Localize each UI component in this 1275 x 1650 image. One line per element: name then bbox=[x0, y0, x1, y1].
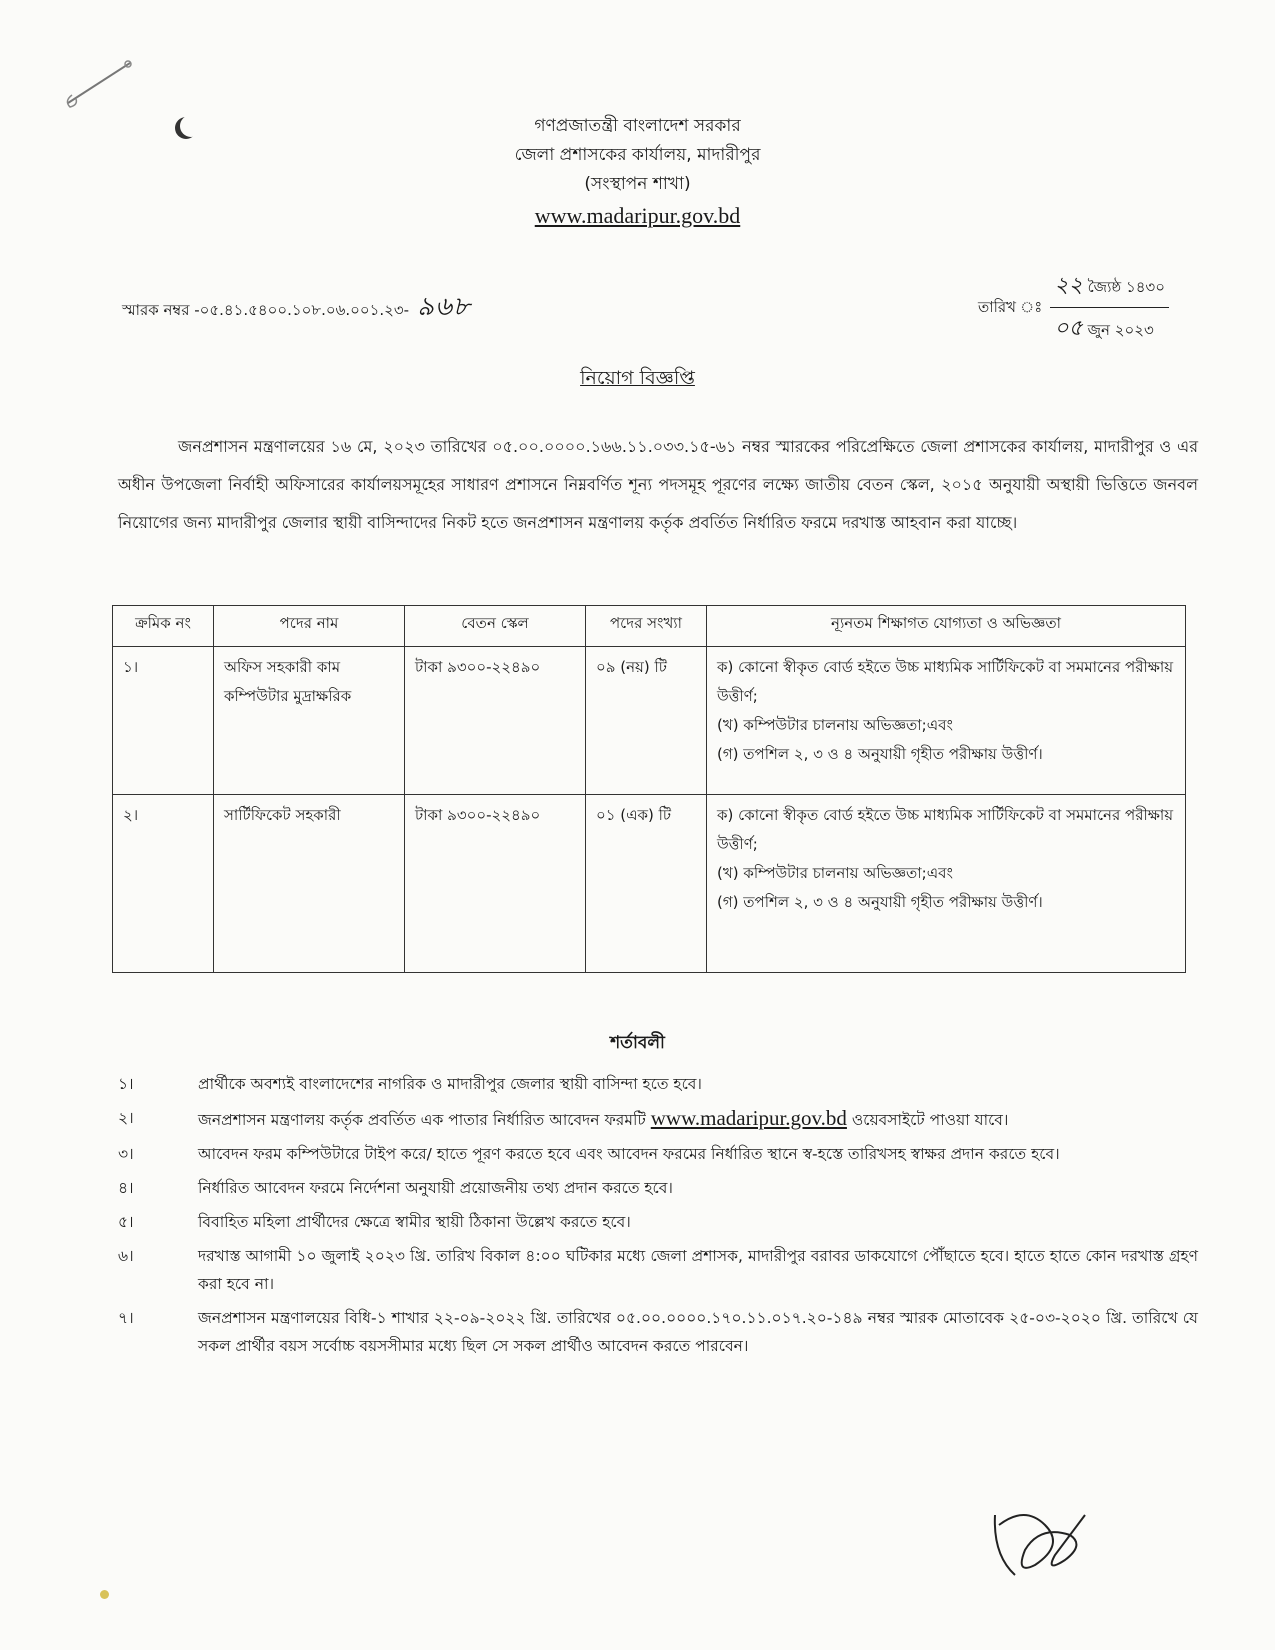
bangla-month-year: জ্যৈষ্ঠ ১৪৩০ bbox=[1087, 278, 1165, 296]
signature-icon bbox=[985, 1495, 1095, 1589]
posts-table bbox=[112, 605, 1186, 973]
row-serial: ১। bbox=[113, 647, 214, 795]
condition-item bbox=[118, 1174, 1198, 1202]
condition-item bbox=[118, 1070, 1198, 1098]
header-count: পদের সংখ্যা bbox=[586, 606, 707, 647]
condition-item bbox=[118, 1208, 1198, 1236]
condition-number: ৬। bbox=[118, 1247, 134, 1265]
condition-item bbox=[118, 1304, 1198, 1360]
table-header-row bbox=[113, 606, 1186, 647]
qualification-c: (গ) তপশিল ২, ৩ ও ৪ অনুযায়ী গৃহীত পরীক্ষায় উত্তীর্ণ। bbox=[717, 745, 1043, 763]
row-scale: টাকা ৯৩০০-২২৪৯০ bbox=[405, 647, 586, 795]
condition-text: বিবাহিত মহিলা প্রার্থীদের ক্ষেত্রে স্বামীর স্থায়ী ঠিকানা উল্লেখ করতে হবে। bbox=[198, 1213, 631, 1231]
english-day: ০৫ bbox=[1054, 316, 1083, 341]
memo-number bbox=[122, 286, 471, 330]
conditions-list bbox=[118, 1070, 1198, 1366]
condition-item bbox=[118, 1140, 1198, 1168]
condition-item bbox=[118, 1104, 1198, 1134]
memo-label: স্মারক নম্বর -০৫.৪১.৫৪০০.১০৮.০৬.০০১.২৩- bbox=[122, 301, 410, 319]
english-month-year: জুন ২০২৩ bbox=[1087, 321, 1154, 339]
bangla-day: ২২ bbox=[1054, 273, 1083, 298]
condition-number: ৭। bbox=[118, 1309, 134, 1327]
notice-title: নিয়োগ বিজ্ঞপ্তি bbox=[580, 367, 695, 389]
intro-paragraph: জনপ্রশাসন মন্ত্রণালয়ের ১৬ মে, ২০২৩ তারিখের ০৫.০০.০০০০.১৬৬.১১.০৩৩.১৫-৬১ নম্বর স্মারকের পরিপ্রেক্ষিতে জেলা প্রশাসকের কার্যালয়, মাদারীপুর ও এর অধীন উপজেলা নির্বাহী অফিসারের কার্যালয়সমূহের সাধারণ প্রশাসনে নিম্নবর্ণিত শূন্য পদসমূহ পূরণের লক্ষ্যে জাতীয় বেতন স্কেল, ২০১৫ অনুযায়ী অস্থায়ী ভিত্তিতে জনবল নিয়োগের জন্য মাদারীপুর জেলার স্থায়ী বাসিন্দাদের নিকট হতে জনপ্রশাসন মন্ত্রণালয় কর্তৃক প্রবর্তিত নির্ধারিত ফরমে দরখাস্ত আহবান করা যাচ্ছে। bbox=[118, 437, 1198, 532]
row-post: অফিস সহকারী কাম কম্পিউটার মুদ্রাক্ষরিক bbox=[214, 647, 405, 795]
stain-mark bbox=[100, 1590, 109, 1599]
row-count: ০৯ (নয়) টি bbox=[586, 647, 707, 795]
qualification-c: (গ) তপশিল ২, ৩ ও ৪ অনুযায়ী গৃহীত পরীক্ষায় উত্তীর্ণ। bbox=[717, 893, 1043, 911]
government-name: গণপ্রজাতন্ত্রী বাংলাদেশ সরকার bbox=[534, 116, 741, 136]
condition-text: নির্ধারিত আবেদন ফরমে নির্দেশনা অনুযায়ী প্রয়োজনীয় তথ্য প্রদান করতে হবে। bbox=[198, 1179, 673, 1197]
header-scale: বেতন স্কেল bbox=[405, 606, 586, 647]
condition-number: ৩। bbox=[118, 1145, 134, 1163]
letterhead bbox=[0, 112, 1275, 233]
table-row bbox=[113, 647, 1186, 795]
website-link[interactable]: www.madaripur.gov.bd bbox=[650, 1106, 847, 1130]
section-name: (সংস্থাপন শাখা) bbox=[584, 174, 691, 194]
condition-number: ৪। bbox=[118, 1179, 134, 1197]
condition-number: ২। bbox=[118, 1109, 134, 1127]
condition-text: জনপ্রশাসন মন্ত্রণালয় কর্তৃক প্রবর্তিত এক পাতার নির্ধারিত আবেদন ফরমটি www.madaripur.gov.bd ওয়েবসাইটে পাওয়া যাবে। bbox=[198, 1106, 1009, 1130]
conditions-title: শর্তাবলী bbox=[610, 1033, 665, 1053]
qualification-a: ক) কোনো স্বীকৃত বোর্ড হইতে উচ্চ মাধ্যমিক সার্টিফিকেট বা সমমানের পরীক্ষায় উত্তীর্ণ; bbox=[717, 658, 1174, 705]
row-qualification bbox=[707, 647, 1186, 795]
row-count: ০১ (এক) টি bbox=[586, 795, 707, 973]
condition-text: জনপ্রশাসন মন্ত্রণালয়ের বিধি-১ শাখার ২২-০৯-২০২২ খ্রি. তারিখের ০৫.০০.০০০০.১৭০.১১.০১৭.২০-১৪৯ নম্বর স্মারক মোতাবেক ২৫-০৩-২০২০ খ্রি. তারিখে যে সকল প্রার্থীর বয়স সর্বোচ্চ বয়সসীমার মধ্যে ছিল সে সকল প্রার্থীও আবেদন করতে পারবেন। bbox=[198, 1309, 1198, 1355]
condition-text: প্রার্থীকে অবশ্যই বাংলাদেশের নাগরিক ও মাদারীপুর জেলার স্থায়ী বাসিন্দা হতে হবে। bbox=[198, 1075, 702, 1093]
date-label: তারিখ ঃ bbox=[978, 297, 1043, 316]
office-name: জেলা প্রশাসকের কার্যালয়, মাদারীপুর bbox=[514, 145, 761, 165]
website-link[interactable]: www.madaripur.gov.bd bbox=[534, 203, 741, 228]
row-serial: ২। bbox=[113, 795, 214, 973]
qualification-b: (খ) কম্পিউটার চালনায় অভিজ্ঞতা;এবং bbox=[717, 864, 953, 882]
condition-item bbox=[118, 1242, 1198, 1298]
pin-mark-icon bbox=[60, 55, 140, 119]
table-row bbox=[113, 795, 1186, 973]
header-serial: ক্রমিক নং bbox=[113, 606, 214, 647]
condition-number: ৫। bbox=[118, 1213, 134, 1231]
row-scale: টাকা ৯৩০০-২২৪৯০ bbox=[405, 795, 586, 973]
qualification-b: (খ) কম্পিউটার চালনায় অভিজ্ঞতা;এবং bbox=[717, 716, 953, 734]
row-qualification bbox=[707, 795, 1186, 973]
condition-text: আবেদন ফরম কম্পিউটারে টাইপ করে/ হাতে পূরণ করতে হবে এবং আবেদন ফরমের নির্ধারিত স্থানে স্ব-হস্তে তারিখসহ স্বাক্ষর প্রদান করতে হবে। bbox=[198, 1145, 1060, 1163]
date-block bbox=[978, 268, 1169, 348]
header-post: পদের নাম bbox=[214, 606, 405, 647]
condition-number: ১। bbox=[118, 1075, 134, 1093]
row-post: সার্টিফিকেট সহকারী bbox=[214, 795, 405, 973]
qualification-a: ক) কোনো স্বীকৃত বোর্ড হইতে উচ্চ মাধ্যমিক সার্টিফিকেট বা সমমানের পরীক্ষায় উত্তীর্ণ; bbox=[717, 806, 1174, 853]
condition-text: দরখাস্ত আগামী ১০ জুলাই ২০২৩ খ্রি. তারিখ বিকাল ৪:০০ ঘটিকার মধ্যে জেলা প্রশাসক, মাদারীপুর বরাবর ডাকযোগে পৌঁছাতে হবে। হাতে হাতে কোন দরখাস্ত গ্রহণ করা হবে না। bbox=[198, 1247, 1198, 1293]
header-qualification: ন্যূনতম শিক্ষাগত যোগ্যতা ও অভিজ্ঞতা bbox=[707, 606, 1186, 647]
memo-handwritten-number: ৯৬৮ bbox=[417, 292, 471, 322]
